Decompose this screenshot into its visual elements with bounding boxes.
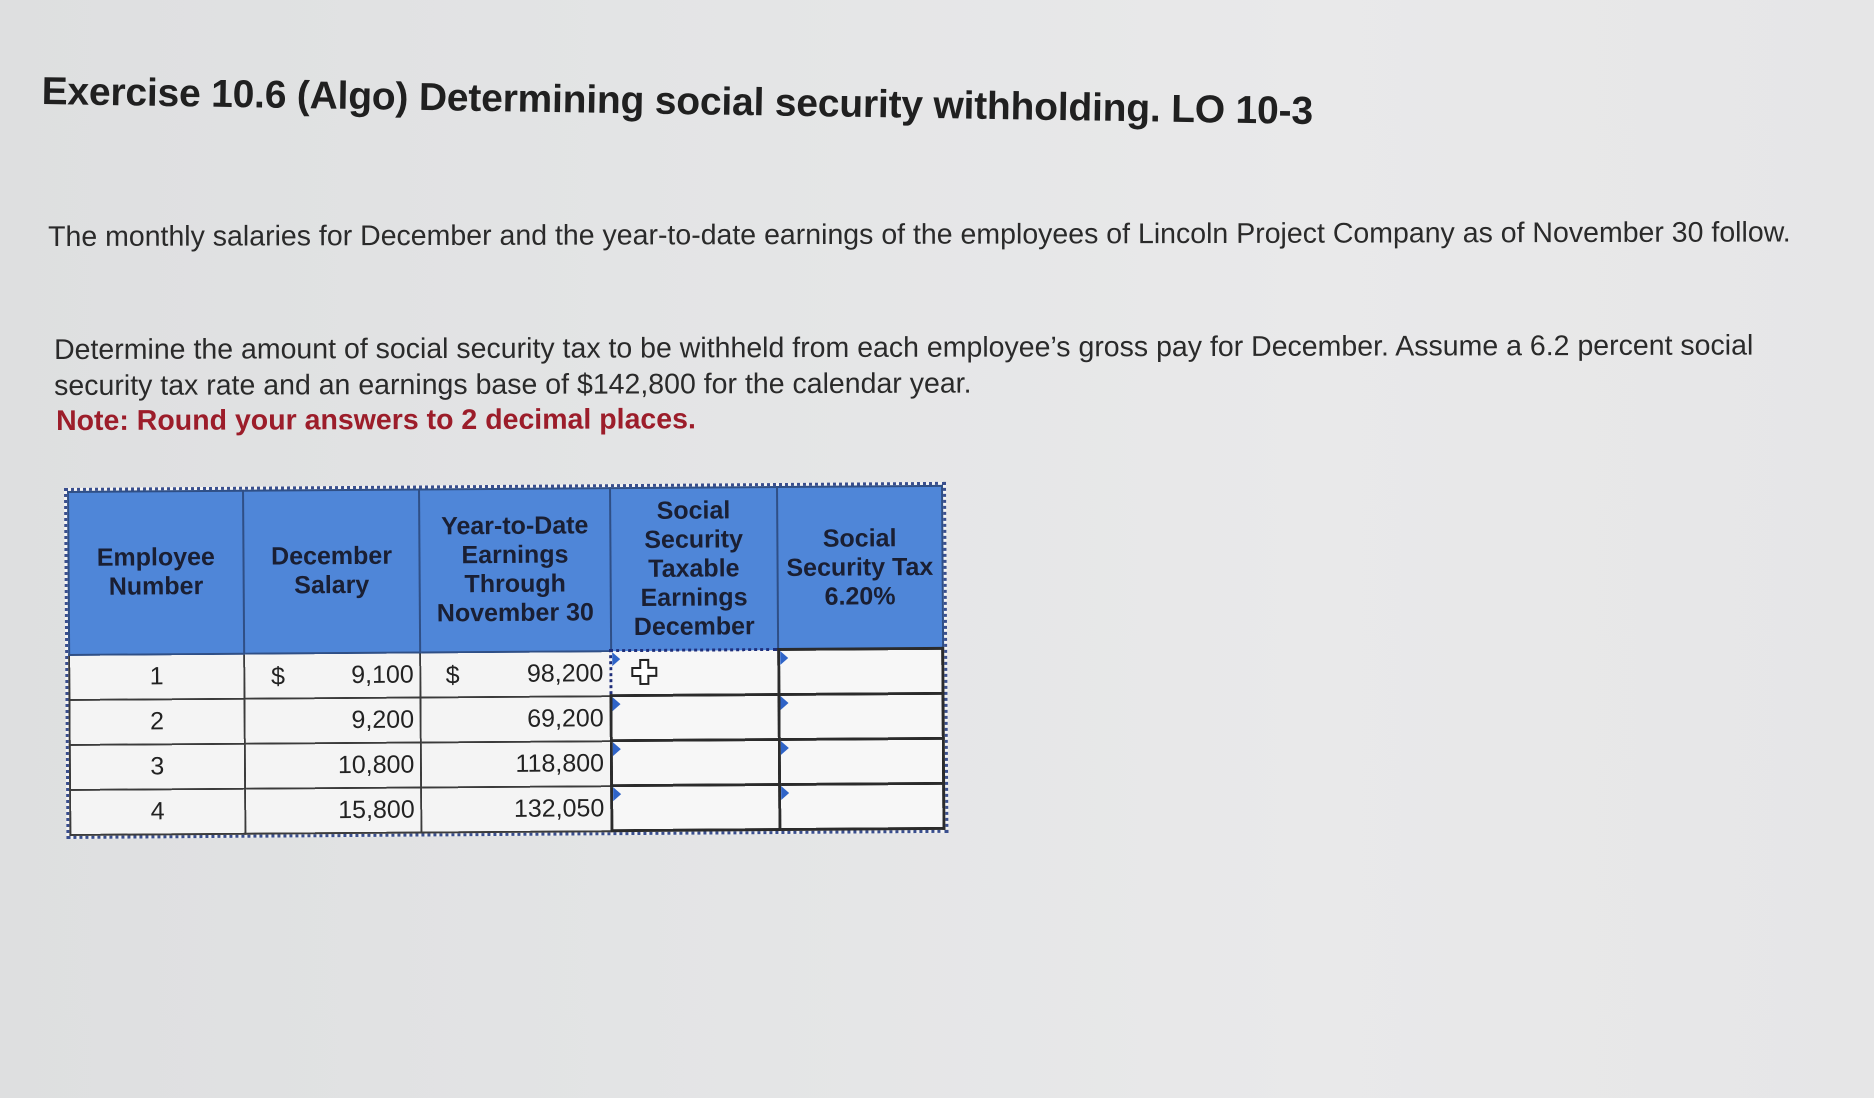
cell-marker-icon	[613, 787, 621, 801]
social-security-tax-input[interactable]	[779, 693, 944, 739]
cell-marker-icon	[613, 742, 621, 756]
employee-number-cell: 2	[69, 698, 244, 744]
table-row	[69, 693, 943, 744]
social-security-tax-input[interactable]	[778, 648, 943, 694]
header-social-security-tax	[777, 486, 943, 650]
table-row	[70, 738, 944, 789]
header-tax-rate: 6.20%	[824, 581, 896, 611]
ytd-cell: 118,800	[421, 741, 611, 787]
salary-cell: 10,800	[244, 742, 421, 788]
employee-number-cell: 4	[70, 788, 245, 834]
exercise-title: Exercise 10.6 (Algo) Determining social security withholding. LO 10-3	[41, 70, 1314, 133]
table-row	[69, 648, 943, 699]
cell-marker-icon	[781, 786, 789, 800]
salary-cell	[244, 652, 421, 698]
header-taxable-earnings: Social Security Taxable Earnings December	[610, 487, 779, 651]
cell-marker-icon	[613, 697, 621, 711]
ytd-cell: 132,050	[422, 786, 612, 832]
taxable-earnings-input[interactable]	[611, 740, 779, 786]
header-december-salary: December Salary	[243, 490, 421, 654]
social-security-tax-input[interactable]	[779, 738, 944, 784]
cell-marker-icon	[612, 652, 620, 666]
employee-number-cell: 1	[69, 653, 244, 699]
table-row	[70, 783, 944, 834]
social-security-tax-input[interactable]	[779, 783, 944, 829]
taxable-earnings-input[interactable]	[611, 650, 779, 696]
taxable-earnings-input[interactable]	[612, 785, 780, 831]
ytd-cell	[421, 651, 611, 697]
header-tax-label: Social Security Tax	[786, 523, 934, 582]
currency-symbol: $	[270, 661, 286, 691]
salary-value: 9,100	[351, 660, 414, 689]
ytd-cell: 69,200	[421, 696, 611, 742]
intro-paragraph: The monthly salaries for December and the year-to-date earnings of the employees of Lincoln Project Company as of November 30 follow.	[48, 216, 1791, 253]
header-ytd-earnings: Year-to-Date Earnings Through November 30	[419, 488, 610, 652]
rounding-note: Note: Round your answers to 2 decimal places.	[56, 403, 696, 437]
cell-marker-icon	[780, 696, 788, 710]
ytd-value: 98,200	[526, 658, 604, 688]
cell-marker-icon	[780, 741, 788, 755]
payroll-table-container	[64, 482, 948, 839]
salary-cell: 15,800	[245, 787, 422, 833]
payroll-table	[67, 485, 945, 836]
salary-cell: 9,200	[244, 697, 421, 743]
header-employee-number: Employee Number	[68, 491, 244, 655]
instructions-paragraph: Determine the amount of social security tax to be withheld from each employee’s gross pay for December. Assume a 6.2 percent social security tax rate and an earnings base of $142,800 for the calendar year.	[54, 329, 1754, 402]
move-cursor-icon	[630, 658, 658, 686]
currency-symbol: $	[445, 660, 460, 689]
employee-number-cell: 3	[70, 743, 245, 789]
table-header-row	[68, 486, 943, 655]
taxable-earnings-input[interactable]	[611, 695, 779, 741]
cell-marker-icon	[780, 651, 788, 665]
